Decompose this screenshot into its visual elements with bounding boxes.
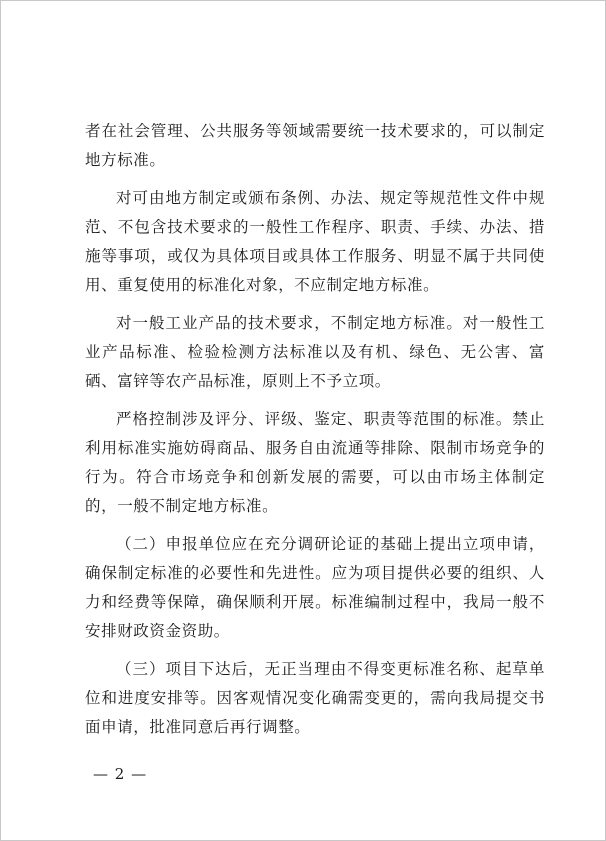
paragraph-industrial-products: 对一般工业产品的技术要求，不制定地方标准。对一般性工业产品标准、检验检测方法标准以及有机、绿色、无公害、富硒、富锌等农产品标准，原则上不予立项。: [85, 314, 545, 390]
paragraph-continuation: 者在社会管理、公共服务等领域需要统一技术要求的，可以制定地方标准。: [85, 122, 545, 169]
page-number: — 2 —: [93, 765, 148, 783]
paragraph-strict-control: 严格控制涉及评分、评级、鉴定、职责等范围的标准。禁止利用标准实施妨碍商品、服务自由流通等排除、限制市场竞争的行为。符合市场竞争和创新发展的需要，可以由市场主体制定的，一般不制定地方标准。: [85, 410, 545, 515]
document-body: [85, 117, 545, 751]
paragraph-item-two: （二）申报单位应在充分调研论证的基础上提出立项申请，确保制定标准的必要性和先进性。应为项目提供必要的组织、人力和经费等保障，确保顺利开展。标准编制过程中，我局一般不安排财政资金资助。: [85, 535, 545, 640]
paragraph-item-three: （三）项目下达后，无正当理由不得变更标准名称、起草单位和进度安排等。因客观情况变化确需变更的，需向我局提交书面申请，批准同意后再行调整。: [85, 660, 545, 736]
paragraph-local-regulations: 对可由地方制定或颁布条例、办法、规定等规范性文件中规范、不包含技术要求的一般性工作程序、职责、手续、办法、措施等事项，或仅为具体项目或具体工作服务、明显不属于共同使用、重复使用的标准化对象，不应制定地方标准。: [85, 189, 545, 294]
